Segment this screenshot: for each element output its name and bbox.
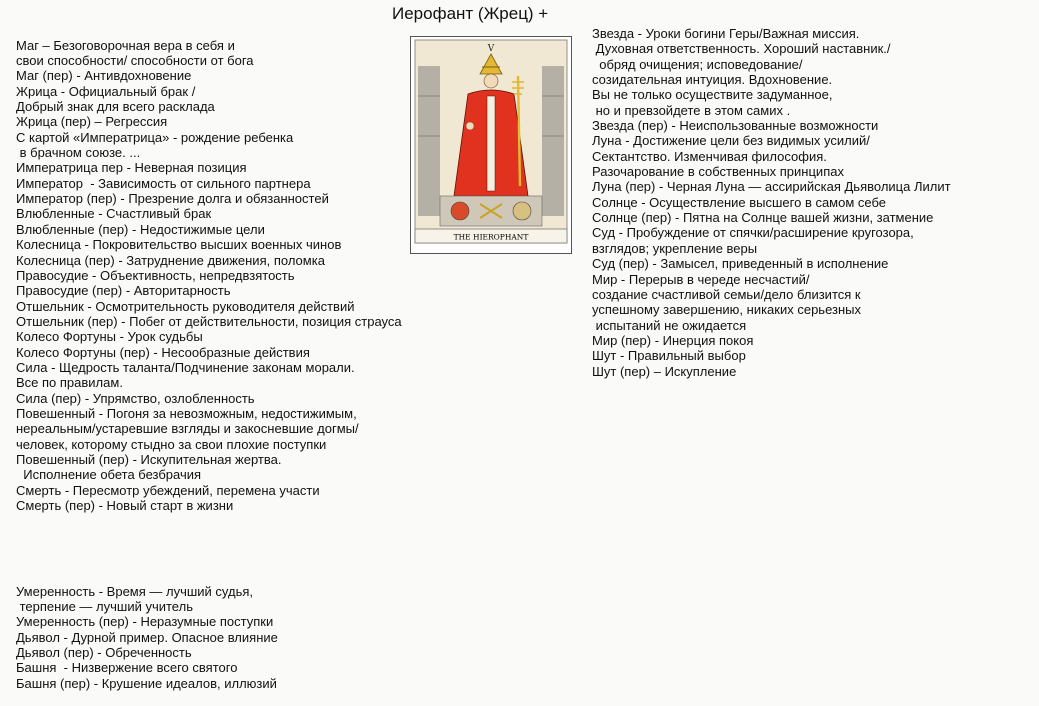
text-line: Отшельник (пер) - Побег от действительности, позиция страуса <box>16 313 402 329</box>
text-line: Смерть (пер) - Новый старт в жизни <box>16 498 234 513</box>
text-line: Отшельник - Осмотрительность руководителя действий <box>16 298 355 314</box>
left-column <box>16 7 402 706</box>
text-line: Повешенный - Погоня за невозможным, недостижимым, <box>16 405 357 421</box>
text-line: терпение — лучший учитель <box>16 599 193 615</box>
text-line: взглядов; укрепление веры <box>592 240 758 256</box>
right-pillar <box>542 66 564 216</box>
text-line: Сила (пер) - Упрямство, озлобленность <box>16 390 255 406</box>
text-line: Жрица (пер) – Регрессия <box>16 114 168 130</box>
stole <box>487 96 495 191</box>
text-line: Маг (пер) - Антивдохновение <box>16 68 192 84</box>
text-line: Правосудие - Объективность, непредвзятость <box>16 267 295 283</box>
text-line: Звезда (пер) - Неиспользованные возможности <box>592 118 879 134</box>
text-line: Умеренность - Время — лучший судья, <box>16 583 254 599</box>
text-line: Сектантство. Изменчивая философия. <box>592 148 827 164</box>
text-line: Повешенный (пер) - Искупительная жертва. <box>16 451 282 467</box>
text-line: Влюбленные - Счастливый брак <box>16 206 212 222</box>
text-line: Колесница - Покровительство высших военных чинов <box>16 237 342 253</box>
text-line: Сила - Щедрость таланта/Подчинение законам морали. <box>16 359 355 375</box>
text-line: Императрица пер - Неверная позиция <box>16 160 247 176</box>
monk-left <box>451 202 469 220</box>
text-line: Звезда - Уроки богини Геры/Важная миссия. <box>592 26 860 41</box>
page-title: Иерофант (Жрец) + <box>392 4 549 23</box>
text-line: Смерть - Пересмотр убеждений, перемена участи <box>16 482 320 498</box>
text-line: Дьявол - Дурной пример. Опасное влияние <box>16 629 278 645</box>
text-line: успешному завершению, никаких серьезных <box>592 302 862 318</box>
text-line: свои способности/ способности от бога <box>16 53 254 69</box>
text-line: Суд - Пробуждение от спячки/расширение кругозора, <box>592 225 914 241</box>
text-line: Колесница (пер) - Затруднение движения, поломка <box>16 252 325 268</box>
text-line: С картой «Императрица» - рождение ребенка <box>16 129 294 145</box>
text-line: Суд (пер) - Замысел, приведенный в исполнение <box>592 256 889 272</box>
text-line: Шут - Правильный выбор <box>592 348 746 364</box>
text-line: Духовная ответственность. Хороший наставник./ <box>592 41 891 57</box>
text-line: Луна - Достижение цели без видимых усилий/ <box>592 133 870 149</box>
text-line: человек, которому стыдно за свои плохие поступки <box>16 436 327 452</box>
text-line: Шут (пер) – Искупление <box>592 363 737 379</box>
text-line: обряд очищения; исповедование/ <box>592 56 803 72</box>
text-line: Маг – Безоговорочная вера в себя и <box>16 37 235 53</box>
text-line: Император (пер) - Презрение долга и обязанностей <box>16 191 329 207</box>
card-caption: THE HIEROPHANT <box>453 232 529 242</box>
left-list-2 <box>16 584 402 691</box>
text-line: созидательная интуиция. Вдохновение. <box>592 72 833 88</box>
face <box>484 74 498 88</box>
text-line: создание счастливой семьи/дело близится к <box>592 286 861 302</box>
text-line: Все по правилам. <box>16 375 123 391</box>
text-line: Император - Зависимость от сильного партнера <box>16 175 311 191</box>
text-line: Вы не только осуществите задуманное, <box>592 87 833 103</box>
text-line: испытаний не ожидается <box>592 317 747 333</box>
card-numeral: V <box>487 44 495 54</box>
text-line: Колесо Фортуны (пер) - Несообразные действия <box>16 344 310 360</box>
left-list <box>16 38 402 514</box>
text-line: Мир - Перерыв в череде несчастий/ <box>592 271 810 287</box>
text-line: в брачном союзе. ... <box>16 145 141 161</box>
text-line: Исполнение обета безбрачия <box>16 467 202 483</box>
text-line: Колесо Фортуны - Урок судьбы <box>16 329 203 345</box>
text-line: Разочарование в собственных принципах <box>592 164 844 180</box>
text-line: но и превзойдете в этом самих . <box>592 102 791 118</box>
text-line: Башня (пер) - Крушение идеалов, иллюзий <box>16 675 277 691</box>
left-pillar <box>418 66 440 216</box>
text-line: Солнце (пер) - Пятна на Солнце вашей жизни, затмение <box>592 210 934 226</box>
text-line: Дьявол (пер) - Обреченность <box>16 645 192 661</box>
monk-right <box>513 202 531 220</box>
text-line: Умеренность (пер) - Неразумные поступки <box>16 614 274 630</box>
text-line: Добрый знак для всего расклада <box>16 99 215 115</box>
text-line: Башня - Низвержение всего святого <box>16 660 238 676</box>
text-line: Влюбленные (пер) - Недостижимые цели <box>16 221 265 237</box>
text-line: Луна (пер) - Черная Луна — ассирийская Дьяволица Лилит <box>592 179 951 195</box>
text-line: Правосудие (пер) - Авторитарность <box>16 283 231 299</box>
right-column <box>592 26 951 379</box>
text-line: Жрица - Официальный брак / <box>16 83 196 99</box>
hierophant-card-image <box>410 36 572 254</box>
text-line: нереальным/устаревшие взгляды и закосневшие догмы/ <box>16 421 359 437</box>
spacer <box>16 544 402 553</box>
text-line: Мир (пер) - Инерция покоя <box>592 332 754 348</box>
text-line: Солнце - Осуществление высшего в самом себе <box>592 194 887 210</box>
